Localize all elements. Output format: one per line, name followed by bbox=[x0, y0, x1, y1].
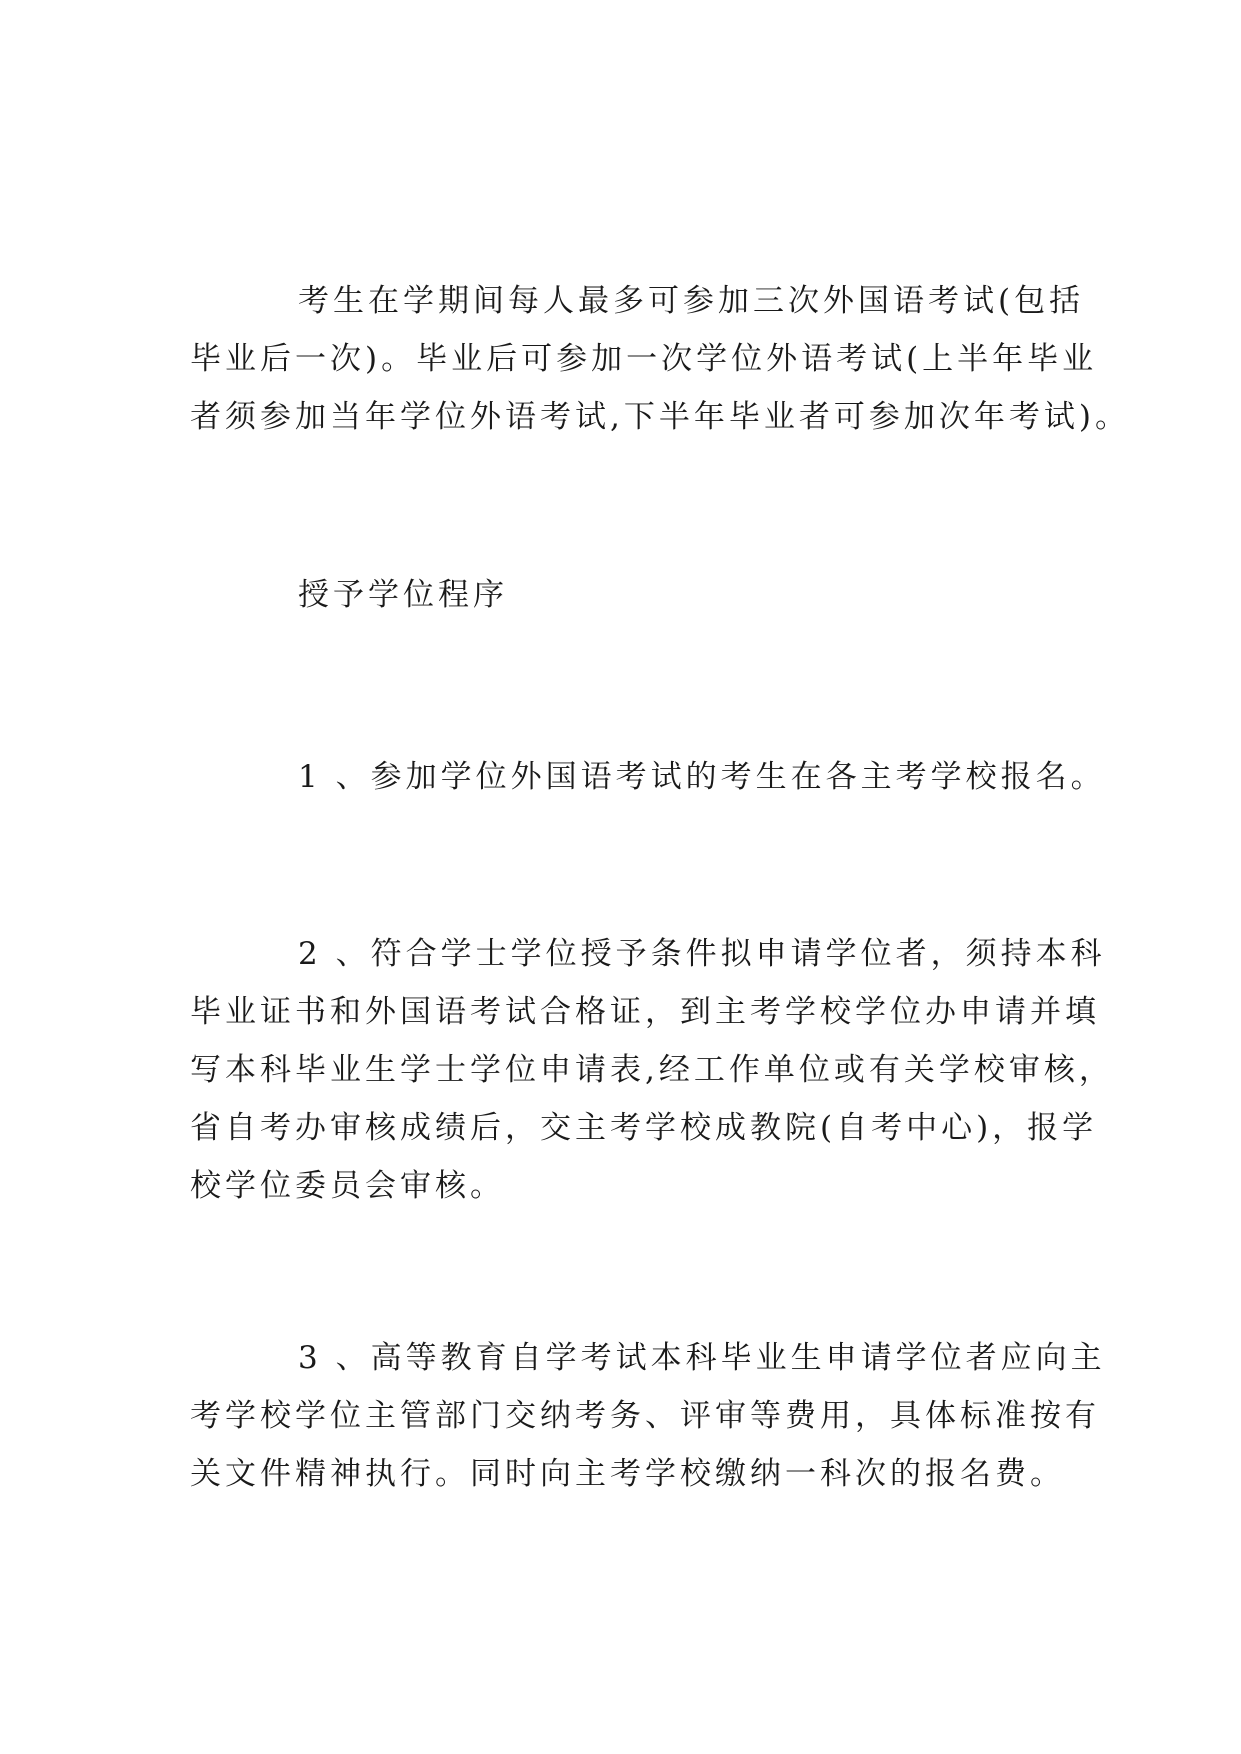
paragraph-line: 者须参加当年学位外语考试,下半年毕业者可参加次年考试)。 bbox=[190, 399, 1130, 435]
paragraph-line: 1 、参加学位外国语考试的考生在各主考学校报名。 bbox=[298, 759, 1106, 795]
list-item-1 bbox=[190, 748, 1106, 806]
section-heading bbox=[190, 566, 1060, 624]
heading-text: 授予学位程序 bbox=[298, 577, 508, 613]
paragraph-line: 3 、高等教育自学考试本科毕业生申请学位者应向主 bbox=[298, 1340, 1106, 1376]
paragraph-exam-attempts bbox=[190, 272, 1130, 446]
paragraph-line: 省自考办审核成绩后，交主考学校成教院(自考中心)，报学 bbox=[190, 1110, 1098, 1146]
paragraph-line: 毕业证书和外国语考试合格证，到主考学校学位办申请并填 bbox=[190, 994, 1100, 1030]
paragraph-line: 校学位委员会审核。 bbox=[190, 1168, 505, 1204]
paragraph-line: 2 、符合学士学位授予条件拟申请学位者，须持本科 bbox=[298, 936, 1106, 972]
list-item-3 bbox=[190, 1329, 1106, 1503]
list-item-2 bbox=[190, 925, 1114, 1215]
paragraph-line: 毕业后一次)。毕业后可参加一次学位外语考试(上半年毕业 bbox=[190, 341, 1098, 377]
paragraph-line: 考学校学位主管部门交纳考务、评审等费用，具体标准按有 bbox=[190, 1398, 1100, 1434]
paragraph-line: 考生在学期间每人最多可参加三次外国语考试(包括 bbox=[298, 283, 1085, 319]
paragraph-line: 关文件精神执行。同时向主考学校缴纳一科次的报名费。 bbox=[190, 1456, 1065, 1492]
paragraph-line: 写本科毕业生学士学位申请表,经工作单位或有关学校审核， bbox=[190, 1052, 1114, 1088]
